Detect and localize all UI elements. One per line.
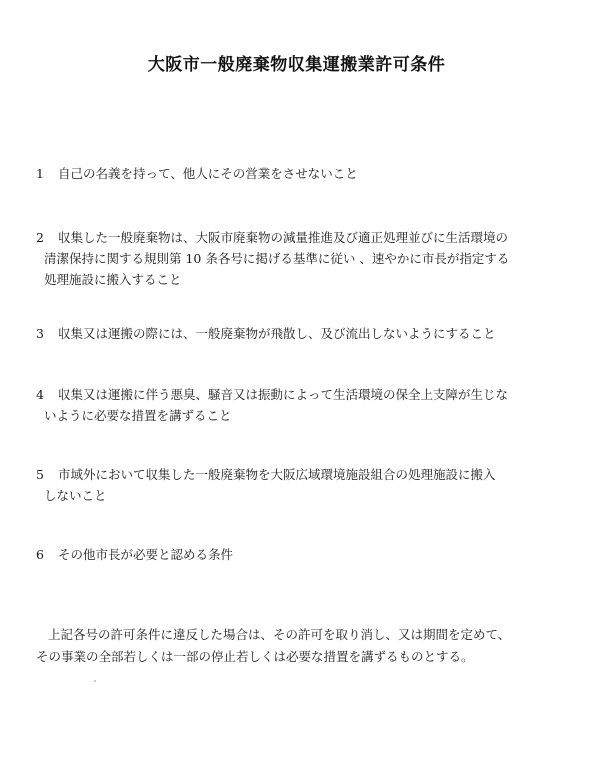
condition-continuation-line: 清潔保持に関する規則第 10 条各号に掲げる基準に従い 、速やかに市長が指定する bbox=[44, 251, 510, 266]
condition-text: 収集又は運搬に伴う悪臭、騒音又は振動によって生活環境の保全上支障が生じな bbox=[58, 387, 509, 402]
condition-continuation-line: しないこと bbox=[44, 488, 107, 503]
condition-line bbox=[36, 323, 560, 344]
condition-line bbox=[36, 227, 560, 248]
condition-line bbox=[36, 163, 560, 184]
condition-text: その他市長が必要と認める条件 bbox=[58, 547, 234, 562]
closing-paragraph bbox=[36, 624, 560, 668]
condition-item-5 bbox=[36, 464, 560, 506]
condition-number: 6 bbox=[36, 547, 44, 562]
condition-item-2 bbox=[36, 227, 560, 290]
condition-item-4 bbox=[36, 384, 560, 426]
closing-line: その事業の全部若しくは一部の停止若しくは必要な措置を講ずるものとする。 bbox=[36, 649, 474, 664]
condition-text: 市域外において収集した一般廃棄物を大阪広域環境施設組合の処理施設に搬入 bbox=[58, 467, 496, 482]
scan-speck bbox=[94, 680, 96, 682]
condition-text: 収集又は運搬の際には、一般廃棄物が飛散し、及び流出しないようにすること bbox=[58, 326, 496, 341]
condition-number: 5 bbox=[36, 467, 44, 482]
condition-item-3 bbox=[36, 323, 560, 344]
document-title: 大阪市一般廃棄物収集運搬業許可条件 bbox=[147, 55, 446, 75]
condition-line bbox=[36, 464, 560, 485]
condition-text: 収集した一般廃棄物は、大阪市廃棄物の減量推進及び適正処理並びに生活環境の bbox=[58, 230, 509, 245]
condition-line bbox=[36, 384, 560, 405]
condition-item-6 bbox=[36, 544, 560, 565]
condition-number: 3 bbox=[36, 326, 44, 341]
condition-number: 4 bbox=[36, 387, 44, 402]
condition-number: 1 bbox=[36, 166, 44, 181]
closing-line: 上記各号の許可条件に違反した場合は、その許可を取り消し、又は期間を定めて、 bbox=[48, 627, 511, 642]
condition-continuation-line: いように必要な措置を講ずること bbox=[44, 408, 232, 423]
condition-continuation-line: 処理施設に搬入すること bbox=[44, 272, 182, 287]
condition-number: 2 bbox=[36, 230, 44, 245]
condition-text: 自己の名義を持って、他人にその営業をさせないこと bbox=[58, 166, 358, 181]
condition-item-1 bbox=[36, 163, 560, 184]
condition-line bbox=[36, 544, 560, 565]
